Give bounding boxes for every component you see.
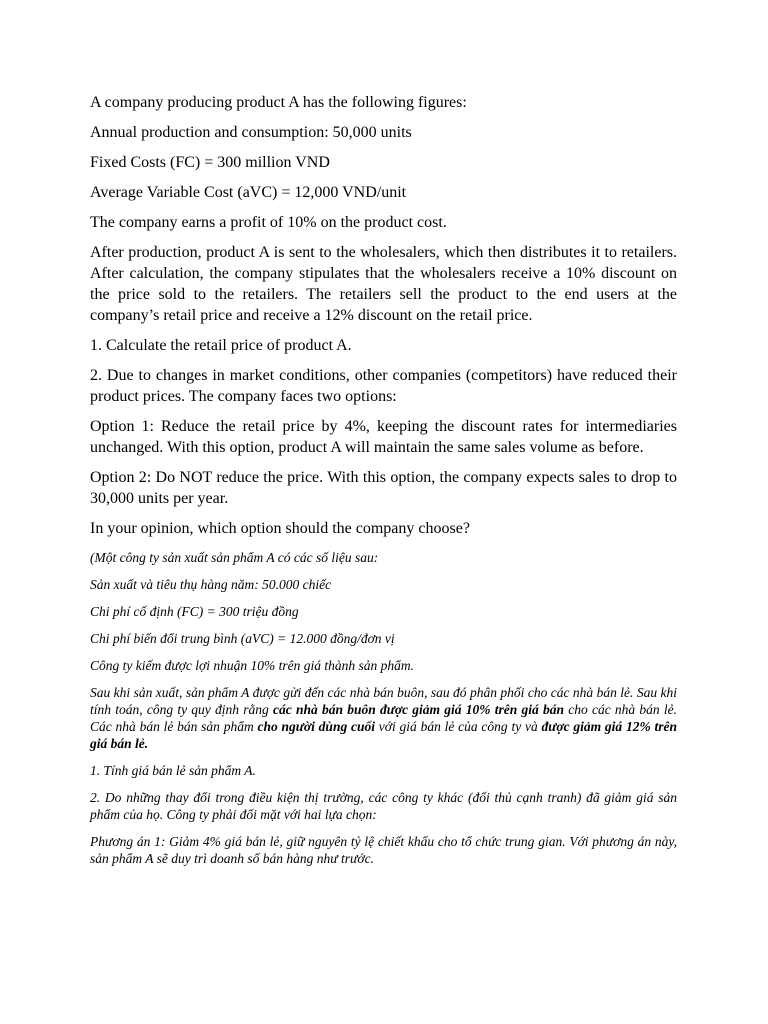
vi-intro: (Một công ty sản xuất sản phẩm A có các số liệu sau: — [90, 550, 379, 565]
variable-cost-line: Average Variable Cost (aVC) = 12,000 VND/unit — [90, 184, 407, 201]
document-page — [90, 92, 677, 877]
vi-question-2: 2. Do những thay đổi trong điều kiện thị trường, các công ty khác (đối thủ cạnh tranh) đã giảm giá sản phẩm của họ. Công ty phải đối mặt với hai lựa chọn: — [90, 790, 677, 822]
vi-dist-text-3: với giá bán lẻ của công ty và — [375, 719, 542, 734]
vi-dist-bold-2: cho người dùng cuối — [257, 719, 375, 734]
vi-variable-cost: Chi phí biến đổi trung bình (aVC) = 12.000 đồng/đơn vị — [90, 631, 395, 646]
option-1: Option 1: Reduce the retail price by 4%, keeping the discount rates for intermediaries unchanged. With this option, product A will maintain the same sales volume as before. — [90, 418, 677, 456]
vi-question-1: 1. Tính giá bán lẻ sản phẩm A. — [90, 763, 256, 778]
closing-question: In your opinion, which option should the company choose? — [90, 520, 470, 537]
vi-fixed-costs: Chi phí cố định (FC) = 300 triệu đồng — [90, 604, 299, 619]
option-2: Option 2: Do NOT reduce the price. With this option, the company expects sales to drop to 30,000 units per year. — [90, 469, 677, 507]
distribution-paragraph: After production, product A is sent to the wholesalers, which then distributes it to retailers. After calculation, the company stipulates that the wholesalers receive a 10% discount on the price sold to the retailers. The retailers sell the product to the end users at the company’s retail price and receive a 12% discount on the retail price. — [90, 244, 677, 324]
vi-dist-text-1: Sau khi sản xuất, sản phẩm A được gửi đến các nhà bán buôn, sau đó phân phối cho các nhà bán lẻ. Sau khi tính toán, công ty quy định rằng — [90, 685, 677, 717]
vietnamese-section — [90, 549, 677, 867]
vi-profit: Công ty kiếm được lợi nhuận 10% trên giá thành sản phẩm. — [90, 658, 414, 673]
question-2: 2. Due to changes in market conditions, other companies (competitors) have reduced their product prices. The company faces two options: — [90, 367, 677, 405]
annual-production-line: Annual production and consumption: 50,000 units — [90, 124, 412, 141]
vi-dist-bold-1: các nhà bán buôn được giảm giá 10% trên giá bán — [273, 702, 564, 717]
vi-option-1: Phương án 1: Giảm 4% giá bán lẻ, giữ nguyên tỷ lệ chiết khấu cho tổ chức trung gian. Với phương án này, sản phẩm A sẽ duy trì doanh số bán hàng như trước. — [90, 834, 677, 866]
vi-distribution-paragraph — [90, 684, 677, 752]
fixed-costs-line: Fixed Costs (FC) = 300 million VND — [90, 154, 330, 171]
vi-annual-production: Sản xuất và tiêu thụ hàng năm: 50.000 chiếc — [90, 577, 332, 592]
intro-paragraph: A company producing product A has the following figures: — [90, 94, 467, 111]
vi-dist-text-2: cho các nhà bán lẻ. Các nhà bán lẻ bán sản phẩm — [90, 702, 678, 734]
profit-line: The company earns a profit of 10% on the product cost. — [90, 214, 447, 231]
question-1: 1. Calculate the retail price of product A. — [90, 337, 352, 354]
english-section — [90, 92, 677, 539]
vi-dist-bold-3: được giảm giá 12% trên giá bán lẻ. — [90, 719, 677, 751]
